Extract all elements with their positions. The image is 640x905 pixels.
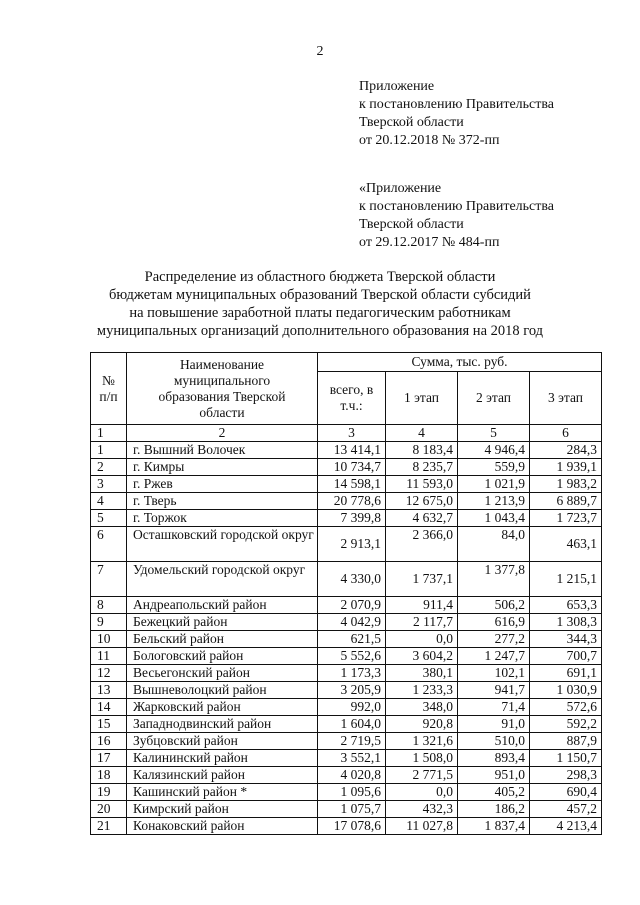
header-total: всего, в т.ч.:: [318, 372, 386, 425]
appendix-line: от 29.12.2017 № 484-пп: [359, 235, 500, 250]
cell-stage1: 1 233,3: [386, 682, 458, 699]
cell-municipality: Калининский район: [127, 750, 318, 767]
table-row: [91, 801, 602, 818]
cell-stage1: 1 737,1: [386, 562, 458, 597]
cell-stage1: 2 366,0: [386, 527, 458, 562]
cell-municipality: Жарковский район: [127, 699, 318, 716]
cell-municipality: Андреапольский район: [127, 597, 318, 614]
cell-stage2: 84,0: [458, 527, 530, 562]
cell-stage1: 3 604,2: [386, 648, 458, 665]
cell-municipality: Западнодвинский район: [127, 716, 318, 733]
cell-number: 16: [91, 733, 127, 750]
table-row: [91, 614, 602, 631]
cell-stage3: 1 939,1: [530, 459, 602, 476]
title-line: Распределение из областного бюджета Тверской области: [144, 269, 496, 285]
header-stage1: 1 этап: [386, 372, 458, 425]
table-row: [91, 597, 602, 614]
cell-stage3: 1 030,9: [530, 682, 602, 699]
cell-stage2: 510,0: [458, 733, 530, 750]
cell-total: 3 552,1: [318, 750, 386, 767]
page-number: 2: [316, 44, 324, 59]
appendix-line: к постановлению Правительства: [359, 199, 555, 214]
cell-municipality: Кашинский район *: [127, 784, 318, 801]
cell-stage3: 691,1: [530, 665, 602, 682]
cell-municipality: Удомельский городской округ: [127, 562, 318, 597]
cell-total: 1 095,6: [318, 784, 386, 801]
cell-stage2: 102,1: [458, 665, 530, 682]
cell-municipality: Калязинский район: [127, 767, 318, 784]
cell-stage2: 951,0: [458, 767, 530, 784]
cell-stage1: 2 771,5: [386, 767, 458, 784]
title-line: бюджетам муниципальных образований Тверской области субсидий: [109, 287, 531, 303]
cell-stage3: 1 983,2: [530, 476, 602, 493]
column-index: 6: [530, 425, 602, 442]
cell-municipality: Кимрский район: [127, 801, 318, 818]
cell-total: 13 414,1: [318, 442, 386, 459]
cell-number: 8: [91, 597, 127, 614]
cell-stage1: 1 508,0: [386, 750, 458, 767]
cell-stage2: 405,2: [458, 784, 530, 801]
cell-stage2: 941,7: [458, 682, 530, 699]
cell-total: 14 598,1: [318, 476, 386, 493]
column-index: 1: [91, 425, 127, 442]
cell-stage1: 348,0: [386, 699, 458, 716]
table-row: [91, 682, 602, 699]
cell-municipality: Зубцовский район: [127, 733, 318, 750]
cell-stage1: 0,0: [386, 631, 458, 648]
appendix-line: от 20.12.2018 № 372-пп: [359, 133, 500, 148]
column-index: 5: [458, 425, 530, 442]
cell-stage2: 4 946,4: [458, 442, 530, 459]
cell-number: 6: [91, 527, 127, 562]
cell-stage2: 71,4: [458, 699, 530, 716]
cell-municipality: Вышневолоцкий район: [127, 682, 318, 699]
header-name: Наименование муниципального образования Тверской области: [127, 353, 318, 425]
cell-municipality: Бежецкий район: [127, 614, 318, 631]
table-row: [91, 716, 602, 733]
cell-stage2: 893,4: [458, 750, 530, 767]
cell-stage1: 920,8: [386, 716, 458, 733]
cell-number: 2: [91, 459, 127, 476]
cell-total: 2 913,1: [318, 527, 386, 562]
cell-stage2: 1 247,7: [458, 648, 530, 665]
cell-stage2: 1 043,4: [458, 510, 530, 527]
cell-stage3: 457,2: [530, 801, 602, 818]
header-stage3: 3 этап: [530, 372, 602, 425]
table-row: [91, 493, 602, 510]
appendix-line: Тверской области: [359, 115, 464, 130]
table-row: [91, 750, 602, 767]
table-row: [91, 818, 602, 835]
cell-total: 1 173,3: [318, 665, 386, 682]
cell-stage2: 1 377,8: [458, 562, 530, 597]
cell-stage2: 1 213,9: [458, 493, 530, 510]
table-row: [91, 767, 602, 784]
cell-stage1: 8 235,7: [386, 459, 458, 476]
cell-number: 3: [91, 476, 127, 493]
table-row: [91, 510, 602, 527]
appendix-line: Приложение: [359, 79, 435, 94]
cell-stage3: 690,4: [530, 784, 602, 801]
appendix-original: [359, 180, 554, 252]
cell-stage1: 911,4: [386, 597, 458, 614]
cell-total: 20 778,6: [318, 493, 386, 510]
cell-total: 7 399,8: [318, 510, 386, 527]
cell-stage3: 1 723,7: [530, 510, 602, 527]
cell-number: 5: [91, 510, 127, 527]
cell-stage2: 1 837,4: [458, 818, 530, 835]
table-row: [91, 699, 602, 716]
cell-number: 1: [91, 442, 127, 459]
cell-stage1: 11 027,8: [386, 818, 458, 835]
cell-stage2: 91,0: [458, 716, 530, 733]
cell-stage3: 1 150,7: [530, 750, 602, 767]
cell-stage1: 11 593,0: [386, 476, 458, 493]
appendix-line: Тверской области: [359, 217, 464, 232]
cell-stage2: 1 021,9: [458, 476, 530, 493]
cell-stage3: 572,6: [530, 699, 602, 716]
cell-stage1: 2 117,7: [386, 614, 458, 631]
cell-municipality: Бельский район: [127, 631, 318, 648]
column-index-row: [91, 425, 602, 442]
cell-stage3: 344,3: [530, 631, 602, 648]
table-row: [91, 476, 602, 493]
cell-stage2: 506,2: [458, 597, 530, 614]
cell-total: 17 078,6: [318, 818, 386, 835]
cell-stage3: 6 889,7: [530, 493, 602, 510]
cell-municipality: г. Ржев: [127, 476, 318, 493]
title-line: муниципальных организаций дополнительного образования на 2018 год: [96, 323, 544, 339]
cell-stage3: 1 215,1: [530, 562, 602, 597]
cell-stage1: 432,3: [386, 801, 458, 818]
table-row: [91, 648, 602, 665]
cell-total: 621,5: [318, 631, 386, 648]
cell-stage1: 1 321,6: [386, 733, 458, 750]
cell-stage2: 186,2: [458, 801, 530, 818]
table-row: [91, 442, 602, 459]
cell-total: 4 330,0: [318, 562, 386, 597]
appendix-line: к постановлению Правительства: [359, 97, 555, 112]
table-row: [91, 631, 602, 648]
cell-stage3: 298,3: [530, 767, 602, 784]
cell-municipality: Весьегонский район: [127, 665, 318, 682]
column-index: 2: [127, 425, 318, 442]
cell-municipality: г. Кимры: [127, 459, 318, 476]
cell-number: 13: [91, 682, 127, 699]
cell-stage1: 4 632,7: [386, 510, 458, 527]
cell-stage1: 8 183,4: [386, 442, 458, 459]
cell-total: 3 205,9: [318, 682, 386, 699]
cell-number: 14: [91, 699, 127, 716]
cell-municipality: Бологовский район: [127, 648, 318, 665]
cell-total: 10 734,7: [318, 459, 386, 476]
cell-stage3: 284,3: [530, 442, 602, 459]
table-row: [91, 665, 602, 682]
cell-number: 9: [91, 614, 127, 631]
document-title: [0, 268, 640, 340]
cell-stage3: 463,1: [530, 527, 602, 562]
cell-total: 4 042,9: [318, 614, 386, 631]
table-row: [91, 562, 602, 597]
cell-municipality: г. Вышний Волочек: [127, 442, 318, 459]
table-row: [91, 733, 602, 750]
cell-number: 17: [91, 750, 127, 767]
header-sum: Сумма, тыс. руб.: [318, 353, 602, 372]
column-index: 4: [386, 425, 458, 442]
cell-stage2: 277,2: [458, 631, 530, 648]
title-line: на повышение заработной платы педагогическим работникам: [129, 305, 511, 321]
cell-total: 992,0: [318, 699, 386, 716]
table-row: [91, 784, 602, 801]
cell-stage3: 1 308,3: [530, 614, 602, 631]
cell-number: 10: [91, 631, 127, 648]
cell-number: 15: [91, 716, 127, 733]
cell-stage3: 592,2: [530, 716, 602, 733]
cell-number: 4: [91, 493, 127, 510]
cell-number: 19: [91, 784, 127, 801]
cell-stage3: 887,9: [530, 733, 602, 750]
cell-number: 21: [91, 818, 127, 835]
cell-total: 4 020,8: [318, 767, 386, 784]
cell-municipality: г. Тверь: [127, 493, 318, 510]
column-index: 3: [318, 425, 386, 442]
cell-stage1: 0,0: [386, 784, 458, 801]
appendix-current: [359, 78, 554, 150]
cell-stage1: 12 675,0: [386, 493, 458, 510]
cell-stage2: 559,9: [458, 459, 530, 476]
table-row: [91, 527, 602, 562]
cell-number: 11: [91, 648, 127, 665]
header-stage2: 2 этап: [458, 372, 530, 425]
cell-stage2: 616,9: [458, 614, 530, 631]
cell-total: 5 552,6: [318, 648, 386, 665]
cell-number: 7: [91, 562, 127, 597]
cell-total: 2 719,5: [318, 733, 386, 750]
cell-number: 18: [91, 767, 127, 784]
cell-total: 1 604,0: [318, 716, 386, 733]
subsidy-table: [90, 352, 602, 835]
cell-stage3: 653,3: [530, 597, 602, 614]
cell-total: 1 075,7: [318, 801, 386, 818]
cell-number: 20: [91, 801, 127, 818]
cell-total: 2 070,9: [318, 597, 386, 614]
cell-municipality: г. Торжок: [127, 510, 318, 527]
cell-stage3: 700,7: [530, 648, 602, 665]
cell-number: 12: [91, 665, 127, 682]
table-row: [91, 459, 602, 476]
appendix-line: «Приложение: [359, 181, 442, 196]
cell-municipality: Конаковский район: [127, 818, 318, 835]
cell-municipality: Осташковский городской округ: [127, 527, 318, 562]
cell-stage1: 380,1: [386, 665, 458, 682]
cell-stage3: 4 213,4: [530, 818, 602, 835]
header-num: № п/п: [91, 353, 127, 425]
